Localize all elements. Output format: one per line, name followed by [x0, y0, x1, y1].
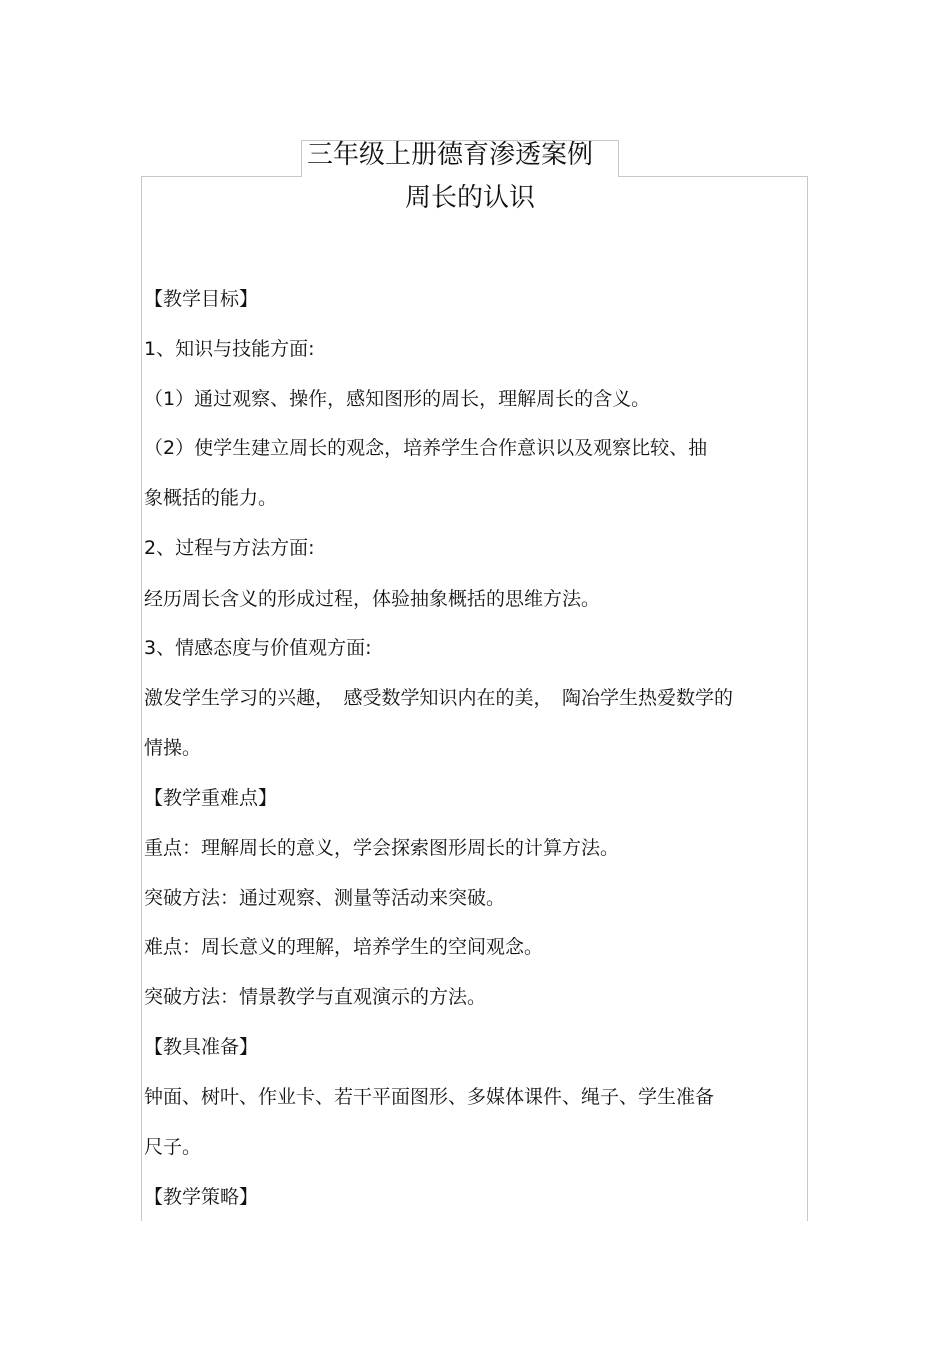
goal-1-item-2: （2）使学生建立周长的观念，培养学生合作意识以及观察比较、抽	[144, 437, 708, 459]
difficult-point-method: 突破方法：情景教学与直观演示的方法。	[144, 986, 487, 1008]
goal-1-item-1: （1）通过观察、操作，感知图形的周长，理解周长的含义。	[144, 388, 651, 410]
key-point-method: 突破方法：通过观察、测量等活动来突破。	[144, 887, 506, 909]
goal-1-heading: 1、知识与技能方面:	[144, 338, 315, 360]
goal-3-heading: 3、情感态度与价值观方面:	[144, 637, 372, 659]
goal-3-text: 激发学生学习的兴趣， 感受数学知识内在的美， 陶冶学生热爱数学的	[144, 687, 734, 709]
title-mask	[302, 170, 618, 182]
document-title: 三年级上册德育渗透案例	[306, 140, 593, 170]
materials-list-cont: 尺子。	[144, 1136, 202, 1158]
difficult-point: 难点：周长意义的理解，培养学生的空间观念。	[144, 936, 544, 958]
materials-list: 钟面、树叶、作业卡、若干平面图形、多媒体课件、绳子、学生准备	[144, 1086, 715, 1108]
goal-3-text-cont: 情操。	[144, 737, 202, 759]
section-heading-strategy: 【教学策略】	[144, 1186, 259, 1208]
goal-2-text: 经历周长含义的形成过程，体验抽象概括的思维方法。	[144, 588, 601, 610]
key-point: 重点：理解周长的意义，学会探索图形周长的计算方法。	[144, 837, 620, 859]
goal-1-item-2-cont: 象概括的能力。	[144, 487, 278, 509]
section-heading-goals: 【教学目标】	[144, 288, 259, 310]
document-subtitle: 周长的认识	[404, 183, 535, 213]
goal-2-heading: 2、过程与方法方面:	[144, 537, 315, 559]
section-heading-key-points: 【教学重难点】	[144, 787, 278, 809]
section-heading-materials: 【教具准备】	[144, 1036, 259, 1058]
